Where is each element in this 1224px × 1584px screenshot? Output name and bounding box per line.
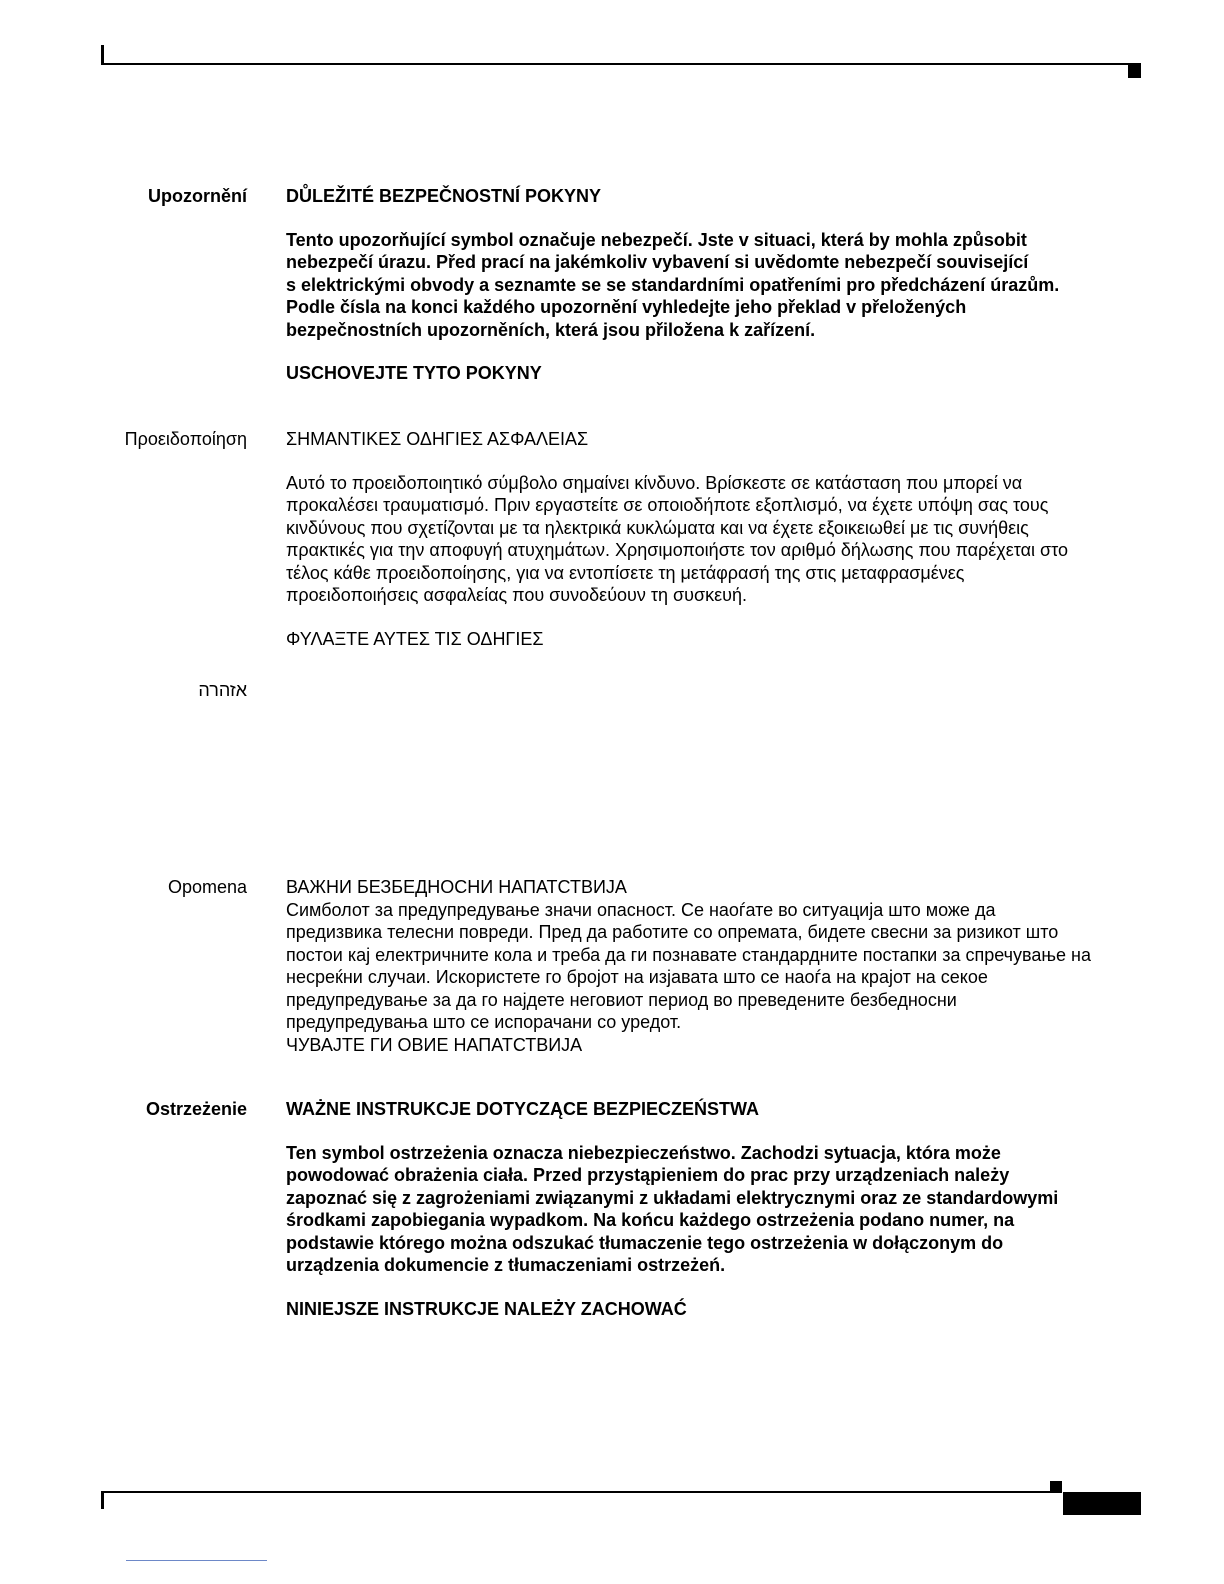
warning-text-line: Ten symbol ostrzeżenia oznacza niebezpieczeństwo. Zachodzi sytuacja, która może xyxy=(286,1142,1001,1163)
warning-label: Opomena xyxy=(167,877,247,897)
warning-text-line: powodować obrażenia ciała. Przed przystąpieniem do prac przy urządzeniach należy xyxy=(286,1165,1010,1185)
footer-link-underline[interactable] xyxy=(126,1560,267,1561)
header-tick xyxy=(101,45,104,64)
warning-footer: USCHOVEJTE TYTO POKYNY xyxy=(286,363,542,383)
warning-label: Προειδοποίηση xyxy=(124,429,247,449)
warning-text-line: Tento upozorňující symbol označuje nebezpečí. Jste v situaci, která by mohla způsobit xyxy=(286,229,1027,250)
warning-label: Ostrzeżenie xyxy=(145,1099,247,1119)
warning-text-line: Симболот за предупредување значи опасност. Се наоѓате во ситуација што може да xyxy=(286,899,996,920)
warning-text-line: Podle čísla na konci každého upozornění vyhledejte jeho překlad v přeložených xyxy=(286,297,967,317)
warning-text-line: zapoznać się z zagrożeniami związanymi z układami elektrycznymi oraz ze standardowymi xyxy=(286,1187,1059,1208)
warning-text-line: środkami zapobiegania wypadkom. Na końcu każdego ostrzeżenia podano numer, na xyxy=(286,1210,1015,1230)
warning-title: ΣΗΜΑΝΤΙΚΕΣ ΟΔΗΓΙΕΣ ΑΣΦΑΛΕΙΑΣ xyxy=(286,429,589,449)
header-marker xyxy=(1128,64,1141,78)
warning-text-line: πρακτικές για την αποφυγή ατυχημάτων. Χρησιμοποιήστε τον αριθμό δήλωσης που παρέχεται στο xyxy=(286,540,1069,560)
warning-title: WAŻNE INSTRUKCJE DOTYCZĄCE BEZPIECZEŃSTWA xyxy=(286,1099,760,1119)
warning-text-line: podstawie którego można odszukać tłumaczenie tego ostrzeżenia w dołączonym do xyxy=(286,1232,1004,1253)
warning-footer: ЧУВАЈТЕ ГИ ОВИЕ НАПАТСТВИЈА xyxy=(286,1034,583,1055)
warning-text-line: Αυτό το προειδοποιητικό σύμβολο σημαίνει κίνδυνο. Βρίσκεστε σε κατάσταση που μπορεί να xyxy=(286,472,1023,493)
page-number-block xyxy=(1063,1492,1141,1515)
footer-tick xyxy=(101,1492,104,1509)
warning-text-line: несреќни случаи. Искористете го бројот на изјавата што се наоѓа на крајот на секое xyxy=(286,967,988,987)
header-rule xyxy=(101,63,1141,65)
warning-body xyxy=(286,185,1136,385)
warning-text-line: προκαλέσει τραυματισμό. Πριν εργαστείτε σε οποιοδήποτε εξοπλισμό, να έχετε υπόψη σας τους xyxy=(286,495,1049,515)
warning-title: ВАЖНИ БЕЗБЕДНОСНИ НАПАТСТВИЈА xyxy=(286,877,627,897)
warning-text-line: постои кај електричните кола и треба да ги познавате стандардните постапки за спречување на xyxy=(286,944,1091,965)
warning-text-line: προειδοποιήσεις ασφαλείας που συνοδεύουν τη συσκευή. xyxy=(286,585,747,605)
warning-text-line: bezpečnostních upozorněních, která jsou přiložena k zařízení. xyxy=(286,319,816,340)
warning-body xyxy=(286,876,1136,1056)
warning-body xyxy=(286,1098,1136,1320)
warning-text-line: предупредувања што се испорачани со уредот. xyxy=(286,1012,682,1032)
footer-rule xyxy=(101,1491,1061,1493)
warning-body xyxy=(286,428,1136,650)
warning-footer: ΦΥΛΑΞΤΕ ΑΥΤΕΣ ΤΙΣ ΟΔΗΓΙΕΣ xyxy=(286,628,544,649)
warning-title: DŮLEŽITÉ BEZPEČNOSTNÍ POKYNY xyxy=(286,186,602,206)
warning-text-line: κινδύνους που σχετίζονται με τα ηλεκτρικά κυκλώματα και να έχετε εξοικειωθεί με τις συνήθεις xyxy=(286,517,1029,538)
warning-label: Upozornění xyxy=(148,186,247,206)
warning-text-line: предизвика телесни повреди. Пред да работите со опремата, бидете свесни за ризикот што xyxy=(286,922,1059,942)
warning-footer: NINIEJSZE INSTRUKCJE NALEŻY ZACHOWAĆ xyxy=(286,1298,687,1319)
warning-text-line: urządzenia dokumencie z tłumaczeniami ostrzeżeń. xyxy=(286,1255,726,1275)
warning-text-line: предупредување за да го најдете неговиот период во преведените безбедносни xyxy=(286,989,957,1010)
warning-text-line: τέλος κάθε προειδοποίησης, για να εντοπίσετε τη μετάφρασή της στις μεταφρασμένες xyxy=(286,562,965,583)
warning-text-line: nebezpečí úrazu. Před prací na jakémkoliv vybavení si uvědomte nebezpečí související xyxy=(286,252,1029,272)
warning-text-line: s elektrickými obvody a seznamte se se standardními opatřeními pro předcházení úrazům. xyxy=(286,274,1060,295)
warning-label: אזהרה xyxy=(198,680,247,700)
